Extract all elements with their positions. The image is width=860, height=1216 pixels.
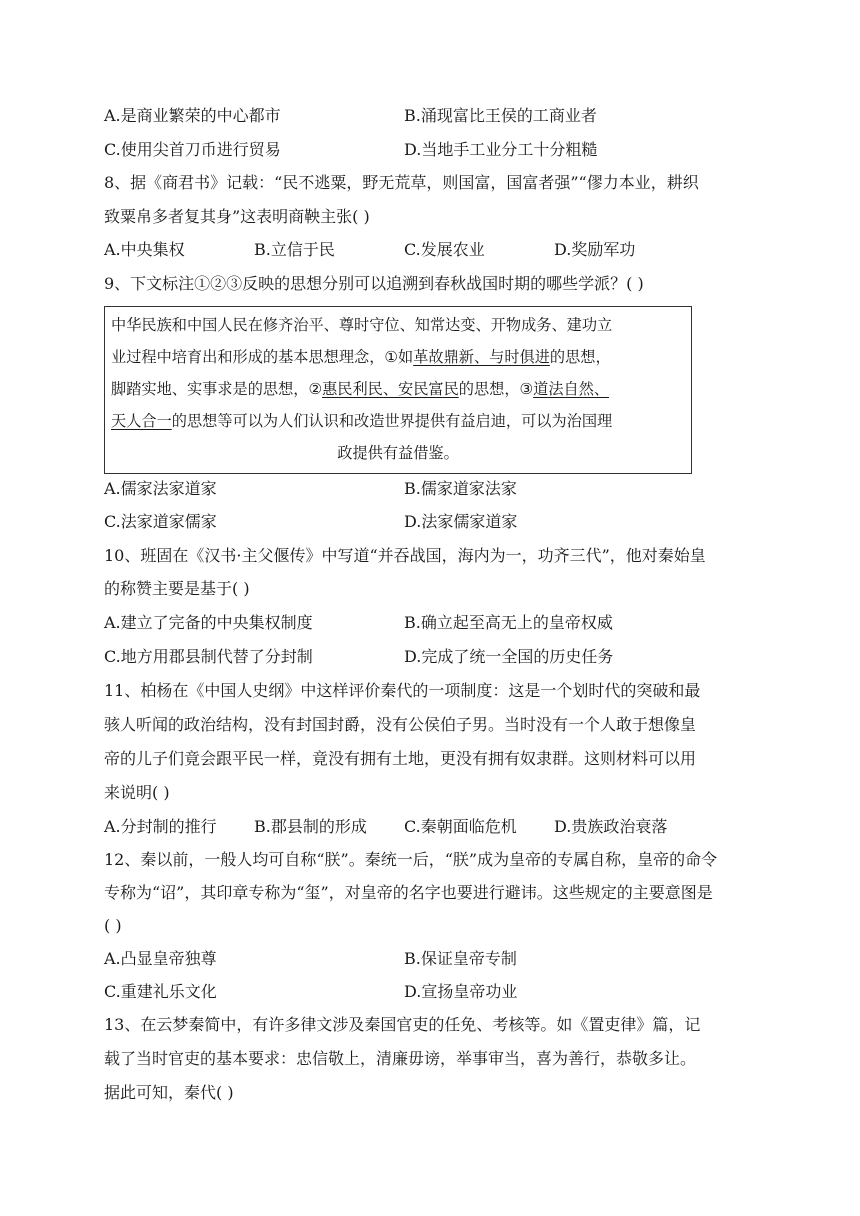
q10-option-c: C.地方用郡县制代替了分封制 xyxy=(104,647,313,666)
q7-option-b: B.涌现富比王侯的工商业者 xyxy=(404,106,597,125)
q9-option-a: A.儒家法家道家 xyxy=(104,479,217,498)
q8-stem-line-1: 8、据《商君书》记载：“民不逃粟，野无荒草，则国富，国富者强”“僇力本业，耕织 xyxy=(104,173,699,192)
q12-stem-line-3: ( ) xyxy=(104,916,122,935)
q13-stem-line-1: 13、在云梦秦简中，有许多律文涉及秦国官吏的任免、考核等。如《置吏律》篇，记 xyxy=(104,1015,701,1034)
q11-option-d: D.贵族政治衰落 xyxy=(554,817,668,836)
q11-stem-line-1: 11、柏杨在《中国人史纲》中这样评价秦代的一项制度：这是一个划时代的突破和最 xyxy=(104,681,701,700)
q10-stem-line-1: 10、班固在《汉书·主父偃传》中写道“并吞战国，海内为一，功齐三代”，他对秦始皇 xyxy=(104,546,706,565)
q9-stem: 9、下文标注①②③反映的思想分别可以追溯到春秋战国时期的哪些学派？( ) xyxy=(104,274,644,293)
q9-material-box xyxy=(104,306,692,474)
q13-stem-line-3: 据此可知，秦代( ) xyxy=(104,1083,234,1102)
q10-option-d: D.完成了统一全国的历史任务 xyxy=(404,647,614,666)
q12-option-c: C.重建礼乐文化 xyxy=(104,982,217,1001)
q8-option-b: B.立信于民 xyxy=(254,240,335,259)
q9-box-text: 的思想， xyxy=(549,348,611,366)
q11-stem-line-2: 骇人听闻的政治结构，没有封国封爵，没有公侯伯子男。当时没有一个人敢于想像皇 xyxy=(104,715,697,734)
q12-option-b: B.保证皇帝专制 xyxy=(404,949,517,968)
q8-option-d: D.奖励军功 xyxy=(554,240,636,259)
q12-option-d: D.宣扬皇帝功业 xyxy=(404,982,518,1001)
q9-box-line-1: 中华民族和中国人民在修齐治平、尊时守位、知常达变、开物成务、建功立 xyxy=(111,316,613,334)
q9-underline-2: 惠民利民、安民富民 xyxy=(322,380,459,398)
q9-underline-3b: 天人合一 xyxy=(111,412,172,430)
q9-option-b: B.儒家道家法家 xyxy=(404,479,517,498)
q9-option-d: D.法家儒家道家 xyxy=(404,512,518,531)
q9-box-text: 的思想等可以为人们认识和改造世界提供有益启迪，可以为治国理 xyxy=(171,412,613,430)
q12-stem-line-2: 专称为“诏”，其印章专称为“玺”，对皇帝的名字也要进行避讳。这些规定的主要意图是 xyxy=(104,883,713,902)
q9-box-line-3 xyxy=(111,379,609,399)
q11-option-c: C.秦朝面临危机 xyxy=(404,817,517,836)
q9-underline-3a: 道法自然、 xyxy=(533,380,610,398)
q9-box-line-4 xyxy=(111,411,612,431)
q7-option-d: D.当地手工业分工十分粗糙 xyxy=(404,140,598,159)
q11-option-a: A.分封制的推行 xyxy=(104,817,217,836)
q9-box-line-5: 政提供有益借鉴。 xyxy=(337,444,459,462)
q11-option-b: B.郡县制的形成 xyxy=(254,817,367,836)
q10-option-b: B.确立起至高无上的皇帝权威 xyxy=(404,613,613,632)
q8-option-a: A.中央集权 xyxy=(104,240,185,259)
q9-box-line-2 xyxy=(111,347,611,367)
q9-box-text: 脚踏实地、实事求是的思想，② xyxy=(111,380,323,398)
q11-stem-line-3: 帝的儿子们竟会跟平民一样，竟没有拥有土地，更没有拥有奴隶群。这则材料可以用 xyxy=(104,749,697,768)
q9-option-c: C.法家道家儒家 xyxy=(104,512,217,531)
q8-option-c: C.发展农业 xyxy=(404,240,485,259)
q10-stem-line-2: 的称赞主要是基于( ) xyxy=(104,579,250,598)
q9-box-text: 业过程中培育出和形成的基本思想理念，①如 xyxy=(111,348,414,366)
q9-box-text: 的思想，③ xyxy=(458,380,534,398)
q7-option-c: C.使用尖首刀币进行贸易 xyxy=(104,140,281,159)
q7-option-a: A.是商业繁荣的中心都市 xyxy=(104,106,281,125)
q13-stem-line-2: 载了当时官吏的基本要求：忠信敬上，清廉毋谤，举事审当，喜为善行，恭敬多让。 xyxy=(104,1049,697,1068)
q10-option-a: A.建立了完备的中央集权制度 xyxy=(104,613,313,632)
q12-stem-line-1: 12、秦以前，一般人均可自称“朕”。秦统一后，“朕”成为皇帝的专属自称，皇帝的命令 xyxy=(104,850,718,869)
q12-option-a: A.凸显皇帝独尊 xyxy=(104,949,217,968)
q9-underline-1: 革故鼎新、与时俱进 xyxy=(413,348,550,366)
q11-stem-line-4: 来说明( ) xyxy=(104,783,170,802)
q8-stem-line-2: 致粟帛多者复其身”这表明商鞅主张( ) xyxy=(104,207,370,226)
